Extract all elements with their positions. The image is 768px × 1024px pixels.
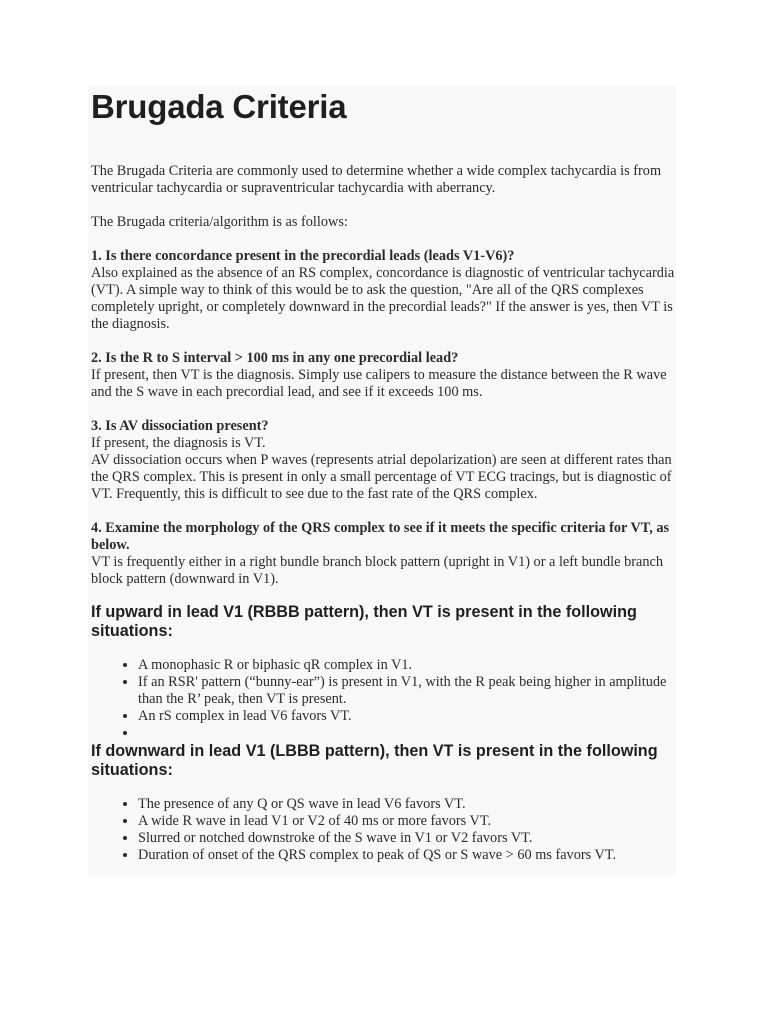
intro-paragraph: The Brugada Criteria are commonly used to determine whether a wide complex tachycardia is from ventricular tachycardia or supraventricular tachycardia with aberrancy. <box>91 163 662 196</box>
list-item: • If an RSR' pattern (“bunny-ear”) is present in V1, with the R peak being higher in amplitude than the R’ peak, then VT is present. <box>138 674 681 708</box>
criterion-2 <box>91 350 681 401</box>
criterion-3-body: AV dissociation occurs when P waves (represents atrial depolarization) are seen at different rates than the QRS complex. This is present in only a small percentage of VT ECG tracings, but is diagnostic of VT. Frequently, this is difficult to see due to the fast rate of the QRS complex. <box>91 452 672 502</box>
criterion-4 <box>91 520 681 588</box>
criterion-1-body: Also explained as the absence of an RS complex, concordance is diagnostic of ventricular tachycardia (VT). A simple way to think of this would be to ask the question, "Are all of the QRS complexes completely upright, or completely downward in the precordial leads?" If the answer is yes, then VT is the diagnosis. <box>91 265 675 332</box>
criterion-3-title: 3. Is AV dissociation present? <box>91 418 269 434</box>
page-title: Brugada Criteria <box>91 88 347 125</box>
lbbb-heading: If downward in lead V1 (LBBB pattern), then VT is present in the following situations: <box>91 742 658 779</box>
criterion-4-title: 4. Examine the morphology of the QRS complex to see if it meets the specific criteria for VT, as below. <box>91 520 670 553</box>
article-content <box>91 86 681 864</box>
list-item: • Duration of onset of the QRS complex to peak of QS or S wave > 60 ms favors VT. <box>138 847 681 864</box>
rbbb-list <box>91 657 681 742</box>
list-item: • A wide R wave in lead V1 or V2 of 40 ms or more favors VT. <box>138 813 681 830</box>
criterion-1 <box>91 248 681 333</box>
criterion-1-title: 1. Is there concordance present in the precordial leads (leads V1-V6)? <box>91 248 515 264</box>
criterion-4-body: VT is frequently either in a right bundle branch block pattern (upright in V1) or a left bundle branch block pattern (downward in V1). <box>91 554 663 587</box>
list-item: • A monophasic R or biphasic qR complex in V1. <box>138 657 681 674</box>
criterion-2-body: If present, then VT is the diagnosis. Simply use calipers to measure the distance between the R wave and the S wave in each precordial lead, and see if it exceeds 100 ms. <box>91 367 667 400</box>
criterion-2-title: 2. Is the R to S interval > 100 ms in any one precordial lead? <box>91 350 459 366</box>
list-item: • The presence of any Q or QS wave in lead V6 favors VT. <box>138 796 681 813</box>
lbbb-list <box>91 796 681 864</box>
list-item-empty <box>138 725 681 742</box>
algorithm-intro: The Brugada criteria/algorithm is as follows: <box>91 214 348 230</box>
rbbb-heading: If upward in lead V1 (RBBB pattern), then VT is present in the following situations: <box>91 603 637 640</box>
criterion-3 <box>91 418 681 503</box>
criterion-3-body-line1: If present, the diagnosis is VT. <box>91 435 266 451</box>
list-item: • Slurred or notched downstroke of the S wave in V1 or V2 favors VT. <box>138 830 681 847</box>
list-item: • An rS complex in lead V6 favors VT. <box>138 708 681 725</box>
